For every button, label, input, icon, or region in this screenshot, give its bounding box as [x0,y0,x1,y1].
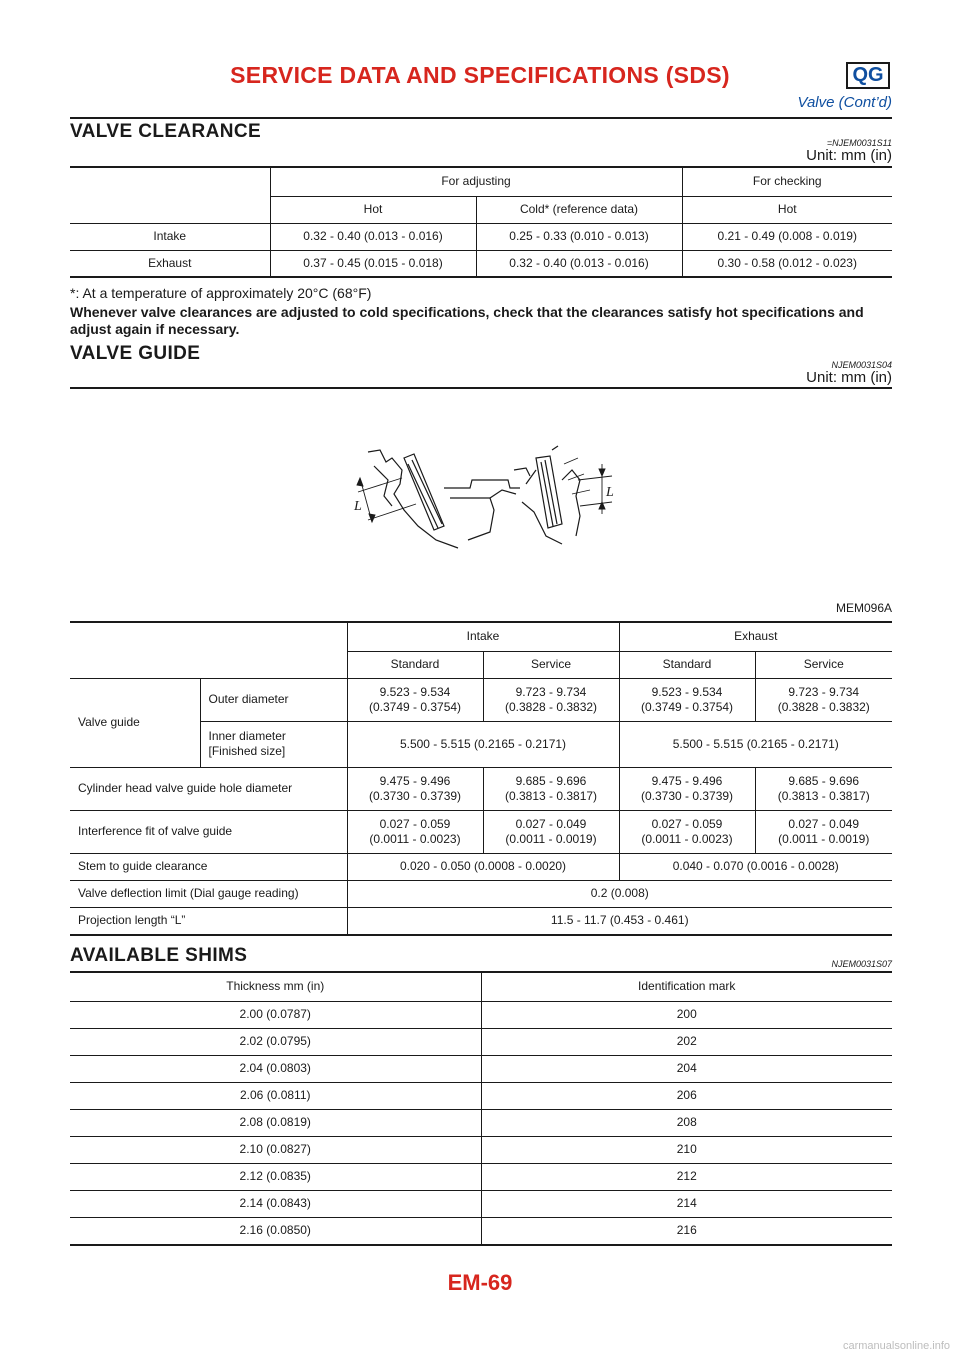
table-cell: 0.30 - 0.58 (0.012 - 0.023) [682,250,892,277]
table-header-cell: Exhaust [619,623,892,651]
row-label: Interference fit of valve guide [70,810,347,853]
available-shims-ref: NJEM0031S07 [831,959,892,969]
cell-line: 9.475 - 9.496 [379,773,451,788]
cell-line: (0.0011 - 0.0023) [641,831,733,846]
table-header-cell: Hot [682,196,892,223]
clearance-warning: Whenever valve clearances are adjusted to cold specifications, check that the clearances satisfy hot specifications and adjust again if necessary. [70,304,864,337]
table-row [70,1190,892,1217]
table-cell [755,678,892,721]
table-row [70,1082,892,1109]
table-row [70,907,892,935]
available-shims-title: AVAILABLE SHIMS [70,945,248,966]
table-cell [70,196,270,223]
table-row [70,1109,892,1136]
table-cell [483,767,619,810]
table-cell: Intake [70,223,270,250]
cell-line: 9.523 - 9.534 [651,684,723,699]
table-row [70,168,892,196]
cell-line: (0.0011 - 0.0019) [778,831,870,846]
cell-line: (0.0011 - 0.0019) [505,831,597,846]
cell-line: 9.685 - 9.696 [788,773,860,788]
row-label: Valve guide [70,678,200,767]
table-row [70,853,892,880]
valve-clearance-unit: Unit: mm (in) [806,147,892,164]
table-cell: 202 [481,1028,892,1055]
valve-guide-top-rule [70,387,892,389]
table-cell: 2.08 (0.0819) [70,1109,481,1136]
cell-line: 9.723 - 9.734 [515,684,587,699]
table-cell: 214 [481,1190,892,1217]
dimension-label-left: L [354,499,362,514]
cell-line: (0.3813 - 0.3817) [777,788,870,803]
table-cell: 216 [481,1217,892,1245]
table-cell: 210 [481,1136,892,1163]
dimension-label-right: L [606,485,614,500]
cell-line: 9.685 - 9.696 [515,773,587,788]
table-cell: Exhaust [70,250,270,277]
valve-clearance-table [70,168,892,278]
table-row [70,196,892,223]
engine-code-badge: QG [846,62,890,89]
available-shims-table [70,973,892,1246]
row-label: Valve deflection limit (Dial gauge reading) [70,880,347,907]
table-row [70,1028,892,1055]
table-cell [755,810,892,853]
table-cell: 206 [481,1082,892,1109]
header-rule [70,117,892,119]
table-header-cell: Standard [347,651,483,678]
page-number: EM-69 [447,1270,513,1295]
table-cell [483,678,619,721]
table-cell: 0.32 - 0.40 (0.013 - 0.016) [270,223,476,250]
table-cell: 2.16 (0.0850) [70,1217,481,1245]
table-row [70,1217,892,1245]
table-cell: 0.040 - 0.070 (0.0016 - 0.0028) [619,853,892,880]
table-header-cell: Hot [270,196,476,223]
row-label: Stem to guide clearance [70,853,347,880]
page-title: SERVICE DATA AND SPECIFICATIONS (SDS) [230,62,730,88]
valve-clearance-title: VALVE CLEARANCE [70,121,262,142]
table-cell: 2.00 (0.0787) [70,1001,481,1028]
cell-line: 0.027 - 0.059 [379,816,451,831]
cell-line: (0.3749 - 0.3754) [640,699,734,714]
table-header-cell: Cold* (reference data) [476,196,682,223]
cell-line: (0.0011 - 0.0023) [369,831,461,846]
valve-guide-diagram [340,440,630,560]
table-header-cell: Standard [619,651,755,678]
table-cell: 2.06 (0.0811) [70,1082,481,1109]
valve-clearance-ref: =NJEM0031S11 [826,138,892,148]
table-cell: 2.02 (0.0795) [70,1028,481,1055]
table-row [70,767,892,810]
table-row [70,250,892,277]
table-header-cell: For adjusting [270,168,682,196]
cell-line: 0.027 - 0.049 [515,816,587,831]
row-label: Projection length “L” [70,907,347,935]
table-row [70,1001,892,1028]
table-cell [347,810,483,853]
cell-line: 0.027 - 0.049 [788,816,860,831]
table-row [70,678,892,721]
table-header-cell: Service [483,651,619,678]
table-cell [619,810,755,853]
valve-guide-table [70,623,892,936]
table-cell [483,810,619,853]
table-row [70,651,892,678]
table-header-cell: For checking [682,168,892,196]
table-row [70,1055,892,1082]
table-row [70,810,892,853]
valve-guide-title: VALVE GUIDE [70,343,201,364]
cell-line: [Finished size] [208,744,286,758]
row-label [200,721,347,767]
table-cell [347,678,483,721]
table-row [70,1163,892,1190]
table-cell: 0.37 - 0.45 (0.015 - 0.018) [270,250,476,277]
valve-guide-ref: NJEM0031S04 [831,360,892,370]
figure-code: MEM096A [835,601,892,615]
table-cell: 2.10 (0.0827) [70,1136,481,1163]
table-header-cell: Service [755,651,892,678]
table-row [70,1136,892,1163]
table-cell [619,767,755,810]
cell-line: 9.475 - 9.496 [651,773,723,788]
table-cell: 0.21 - 0.49 (0.008 - 0.019) [682,223,892,250]
cell-line: (0.3828 - 0.3832) [777,699,870,714]
table-cell: 2.12 (0.0835) [70,1163,481,1190]
table-cell [70,623,347,651]
table-row [70,973,892,1001]
row-label: Outer diameter [200,678,347,721]
table-row [70,623,892,651]
table-cell: 212 [481,1163,892,1190]
table-cell [755,767,892,810]
cell-line: (0.3730 - 0.3739) [368,788,462,803]
cell-line: (0.3730 - 0.3739) [640,788,734,803]
table-cell: 0.020 - 0.050 (0.0008 - 0.0020) [347,853,619,880]
cell-line: 9.723 - 9.734 [788,684,860,699]
table-cell: 0.2 (0.008) [347,880,892,907]
table-cell [347,767,483,810]
table-cell [70,168,270,196]
table-cell: 5.500 - 5.515 (0.2165 - 0.2171) [619,721,892,767]
row-label: Cylinder head valve guide hole diameter [70,767,347,810]
table-cell [619,678,755,721]
table-cell [70,651,347,678]
table-cell: 11.5 - 11.7 (0.453 - 0.461) [347,907,892,935]
watermark: carmanualsonline.info [842,1340,950,1352]
table-cell: 208 [481,1109,892,1136]
table-cell: 200 [481,1001,892,1028]
table-row [70,223,892,250]
cell-line: (0.3749 - 0.3754) [368,699,462,714]
cell-line: 9.523 - 9.534 [379,684,451,699]
page-subtitle: Valve (Cont’d) [797,94,892,111]
cell-line: Inner diameter [208,729,286,743]
temperature-footnote: *: At a temperature of approximately 20°C (68°F) [70,285,372,301]
cell-line: (0.3813 - 0.3817) [504,788,598,803]
valve-guide-unit: Unit: mm (in) [806,369,892,386]
table-header-cell: Intake [347,623,619,651]
cylinder-head-section-drawing [368,446,590,548]
table-header-cell: Thickness mm (in) [226,979,325,994]
table-header-cell: Identification mark [481,973,892,1001]
table-cell: 5.500 - 5.515 (0.2165 - 0.2171) [347,721,619,767]
table-cell: 2.04 (0.0803) [70,1055,481,1082]
table-row [70,880,892,907]
cell-line: (0.3828 - 0.3832) [504,699,598,714]
table-cell: 0.32 - 0.40 (0.013 - 0.016) [476,250,682,277]
table-cell: 2.14 (0.0843) [70,1190,481,1217]
table-cell: 0.25 - 0.33 (0.010 - 0.013) [476,223,682,250]
cell-line: 0.027 - 0.059 [651,816,723,831]
table-cell: 204 [481,1055,892,1082]
